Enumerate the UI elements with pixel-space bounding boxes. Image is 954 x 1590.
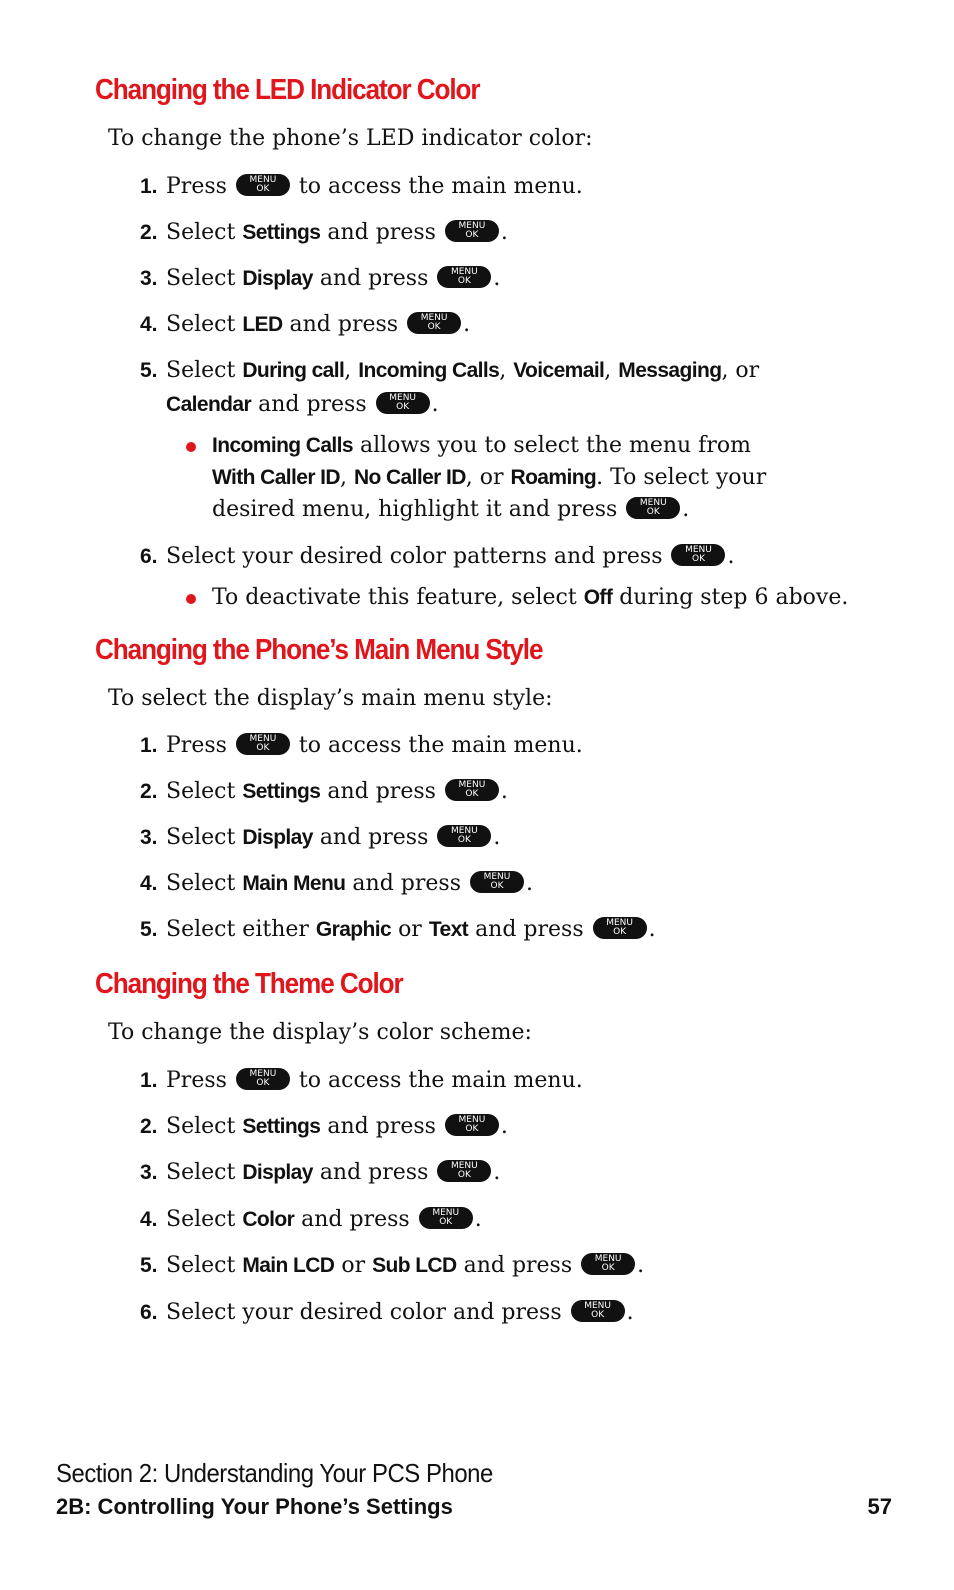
menu-keyword: Incoming Calls: [212, 434, 353, 457]
menu-keyword: Off: [583, 586, 613, 609]
menu-keyword: Text: [428, 918, 469, 941]
step-number: 4.: [140, 313, 158, 336]
section-heading-led-color: Changing the LED Indicator Color: [95, 74, 480, 106]
menu-keyword: Sub LCD: [372, 1254, 457, 1277]
step-item: 6. Select your desired color and press MENU OK .: [140, 1296, 634, 1330]
step-item: 5. Select During call, Incoming Calls, Voicemail, Messaging, or Calendar and press MENU OK .: [140, 354, 759, 422]
menu-keyword: No Caller ID: [353, 466, 466, 489]
section-intro: To select the display’s main menu style:: [108, 686, 553, 711]
menu-keyword: Voicemail: [513, 359, 605, 382]
menu-keyword: Color: [242, 1208, 295, 1231]
menu-keyword: Settings: [242, 221, 321, 244]
step-number: 1.: [140, 734, 158, 757]
step-number: 2.: [140, 1115, 158, 1138]
menu-keyword: Display: [242, 826, 313, 849]
menu-ok-key-icon: MENU OK: [470, 871, 524, 893]
menu-ok-key-icon: MENU OK: [571, 1300, 625, 1322]
menu-keyword: Messaging: [618, 359, 722, 382]
menu-ok-key-icon: MENU OK: [581, 1253, 635, 1275]
step-number: 6.: [140, 545, 158, 568]
menu-keyword: Calendar: [166, 393, 252, 416]
menu-ok-key-icon: MENU OK: [593, 917, 647, 939]
menu-keyword: Main Menu: [242, 872, 346, 895]
menu-keyword: Main LCD: [242, 1254, 335, 1277]
menu-keyword: Display: [242, 267, 313, 290]
section-heading-theme-color: Changing the Theme Color: [95, 968, 403, 1000]
menu-keyword: During call: [242, 359, 345, 382]
menu-keyword: Display: [242, 1161, 313, 1184]
step-number: 3.: [140, 1161, 158, 1184]
menu-keyword: Incoming Calls: [358, 359, 500, 382]
menu-keyword: Settings: [242, 780, 321, 803]
menu-ok-key-icon: MENU OK: [437, 266, 491, 288]
menu-keyword: LED: [242, 313, 283, 336]
step-item: 4. Select Main Menu and press MENU OK .: [140, 867, 533, 901]
step-number: 6.: [140, 1301, 158, 1324]
step-number: 1.: [140, 175, 158, 198]
menu-keyword: Roaming: [510, 466, 597, 489]
step-item: 3. Select Display and press MENU OK .: [140, 1156, 500, 1190]
footer-section-title: Section 2: Understanding Your PCS Phone: [56, 1458, 493, 1488]
step-number: 4.: [140, 872, 158, 895]
section-intro: To change the display’s color scheme:: [108, 1020, 532, 1045]
step-item: 2. Select Settings and press MENU OK .: [140, 216, 508, 250]
step-item: 1. Press MENU OK to access the main menu.: [140, 729, 583, 763]
bullet-note: Incoming Calls allows you to select the menu from With Caller ID, No Caller ID, or Roaming. To select your desired menu, highlight it and press MENU OK .: [186, 430, 766, 526]
step-item: 2. Select Settings and press MENU OK .: [140, 775, 508, 809]
step-item: 1. Press MENU OK to access the main menu.: [140, 170, 583, 204]
step-number: 3.: [140, 267, 158, 290]
step-number: 2.: [140, 221, 158, 244]
menu-keyword: Graphic: [315, 918, 392, 941]
step-number: 4.: [140, 1208, 158, 1231]
menu-ok-key-icon: MENU OK: [671, 544, 725, 566]
menu-ok-key-icon: MENU OK: [376, 392, 430, 414]
step-item: 3. Select Display and press MENU OK .: [140, 821, 500, 855]
menu-ok-key-icon: MENU OK: [419, 1207, 473, 1229]
step-item: 4. Select Color and press MENU OK .: [140, 1203, 482, 1237]
step-item: 6. Select your desired color patterns and press MENU OK .: [140, 540, 734, 574]
menu-ok-key-icon: MENU OK: [437, 825, 491, 847]
step-number: 2.: [140, 780, 158, 803]
step-item: 4. Select LED and press MENU OK .: [140, 308, 470, 342]
step-item: 2. Select Settings and press MENU OK .: [140, 1110, 508, 1144]
menu-keyword: Settings: [242, 1115, 321, 1138]
step-number: 5.: [140, 1254, 158, 1277]
step-number: 5.: [140, 359, 158, 382]
step-item: 5. Select either Graphic or Text and press MENU OK .: [140, 913, 656, 947]
bullet-dot-icon: [186, 594, 196, 604]
menu-keyword: With Caller ID: [212, 466, 340, 489]
step-item: 1. Press MENU OK to access the main menu.: [140, 1064, 583, 1098]
footer-chapter-title: 2B: Controlling Your Phone’s Settings: [56, 1494, 453, 1519]
step-number: 1.: [140, 1069, 158, 1092]
menu-ok-key-icon: MENU OK: [445, 1114, 499, 1136]
menu-ok-key-icon: MENU OK: [445, 220, 499, 242]
section-heading-main-menu-style: Changing the Phone’s Main Menu Style: [95, 634, 543, 666]
menu-ok-key-icon: MENU OK: [437, 1160, 491, 1182]
section-intro: To change the phone’s LED indicator color:: [108, 126, 593, 151]
bullet-dot-icon: [186, 442, 196, 452]
step-number: 5.: [140, 918, 158, 941]
menu-ok-key-icon: MENU OK: [236, 1068, 290, 1090]
step-item: 5. Select Main LCD or Sub LCD and press MENU OK .: [140, 1249, 644, 1283]
step-number: 3.: [140, 826, 158, 849]
menu-ok-key-icon: MENU OK: [445, 779, 499, 801]
bullet-note: To deactivate this feature, select Off during step 6 above.: [186, 582, 848, 614]
menu-ok-key-icon: MENU OK: [626, 497, 680, 519]
menu-ok-key-icon: MENU OK: [407, 312, 461, 334]
menu-ok-key-icon: MENU OK: [236, 733, 290, 755]
page-number: 57: [867, 1494, 892, 1519]
step-item: 3. Select Display and press MENU OK .: [140, 262, 500, 296]
menu-ok-key-icon: MENU OK: [236, 174, 290, 196]
